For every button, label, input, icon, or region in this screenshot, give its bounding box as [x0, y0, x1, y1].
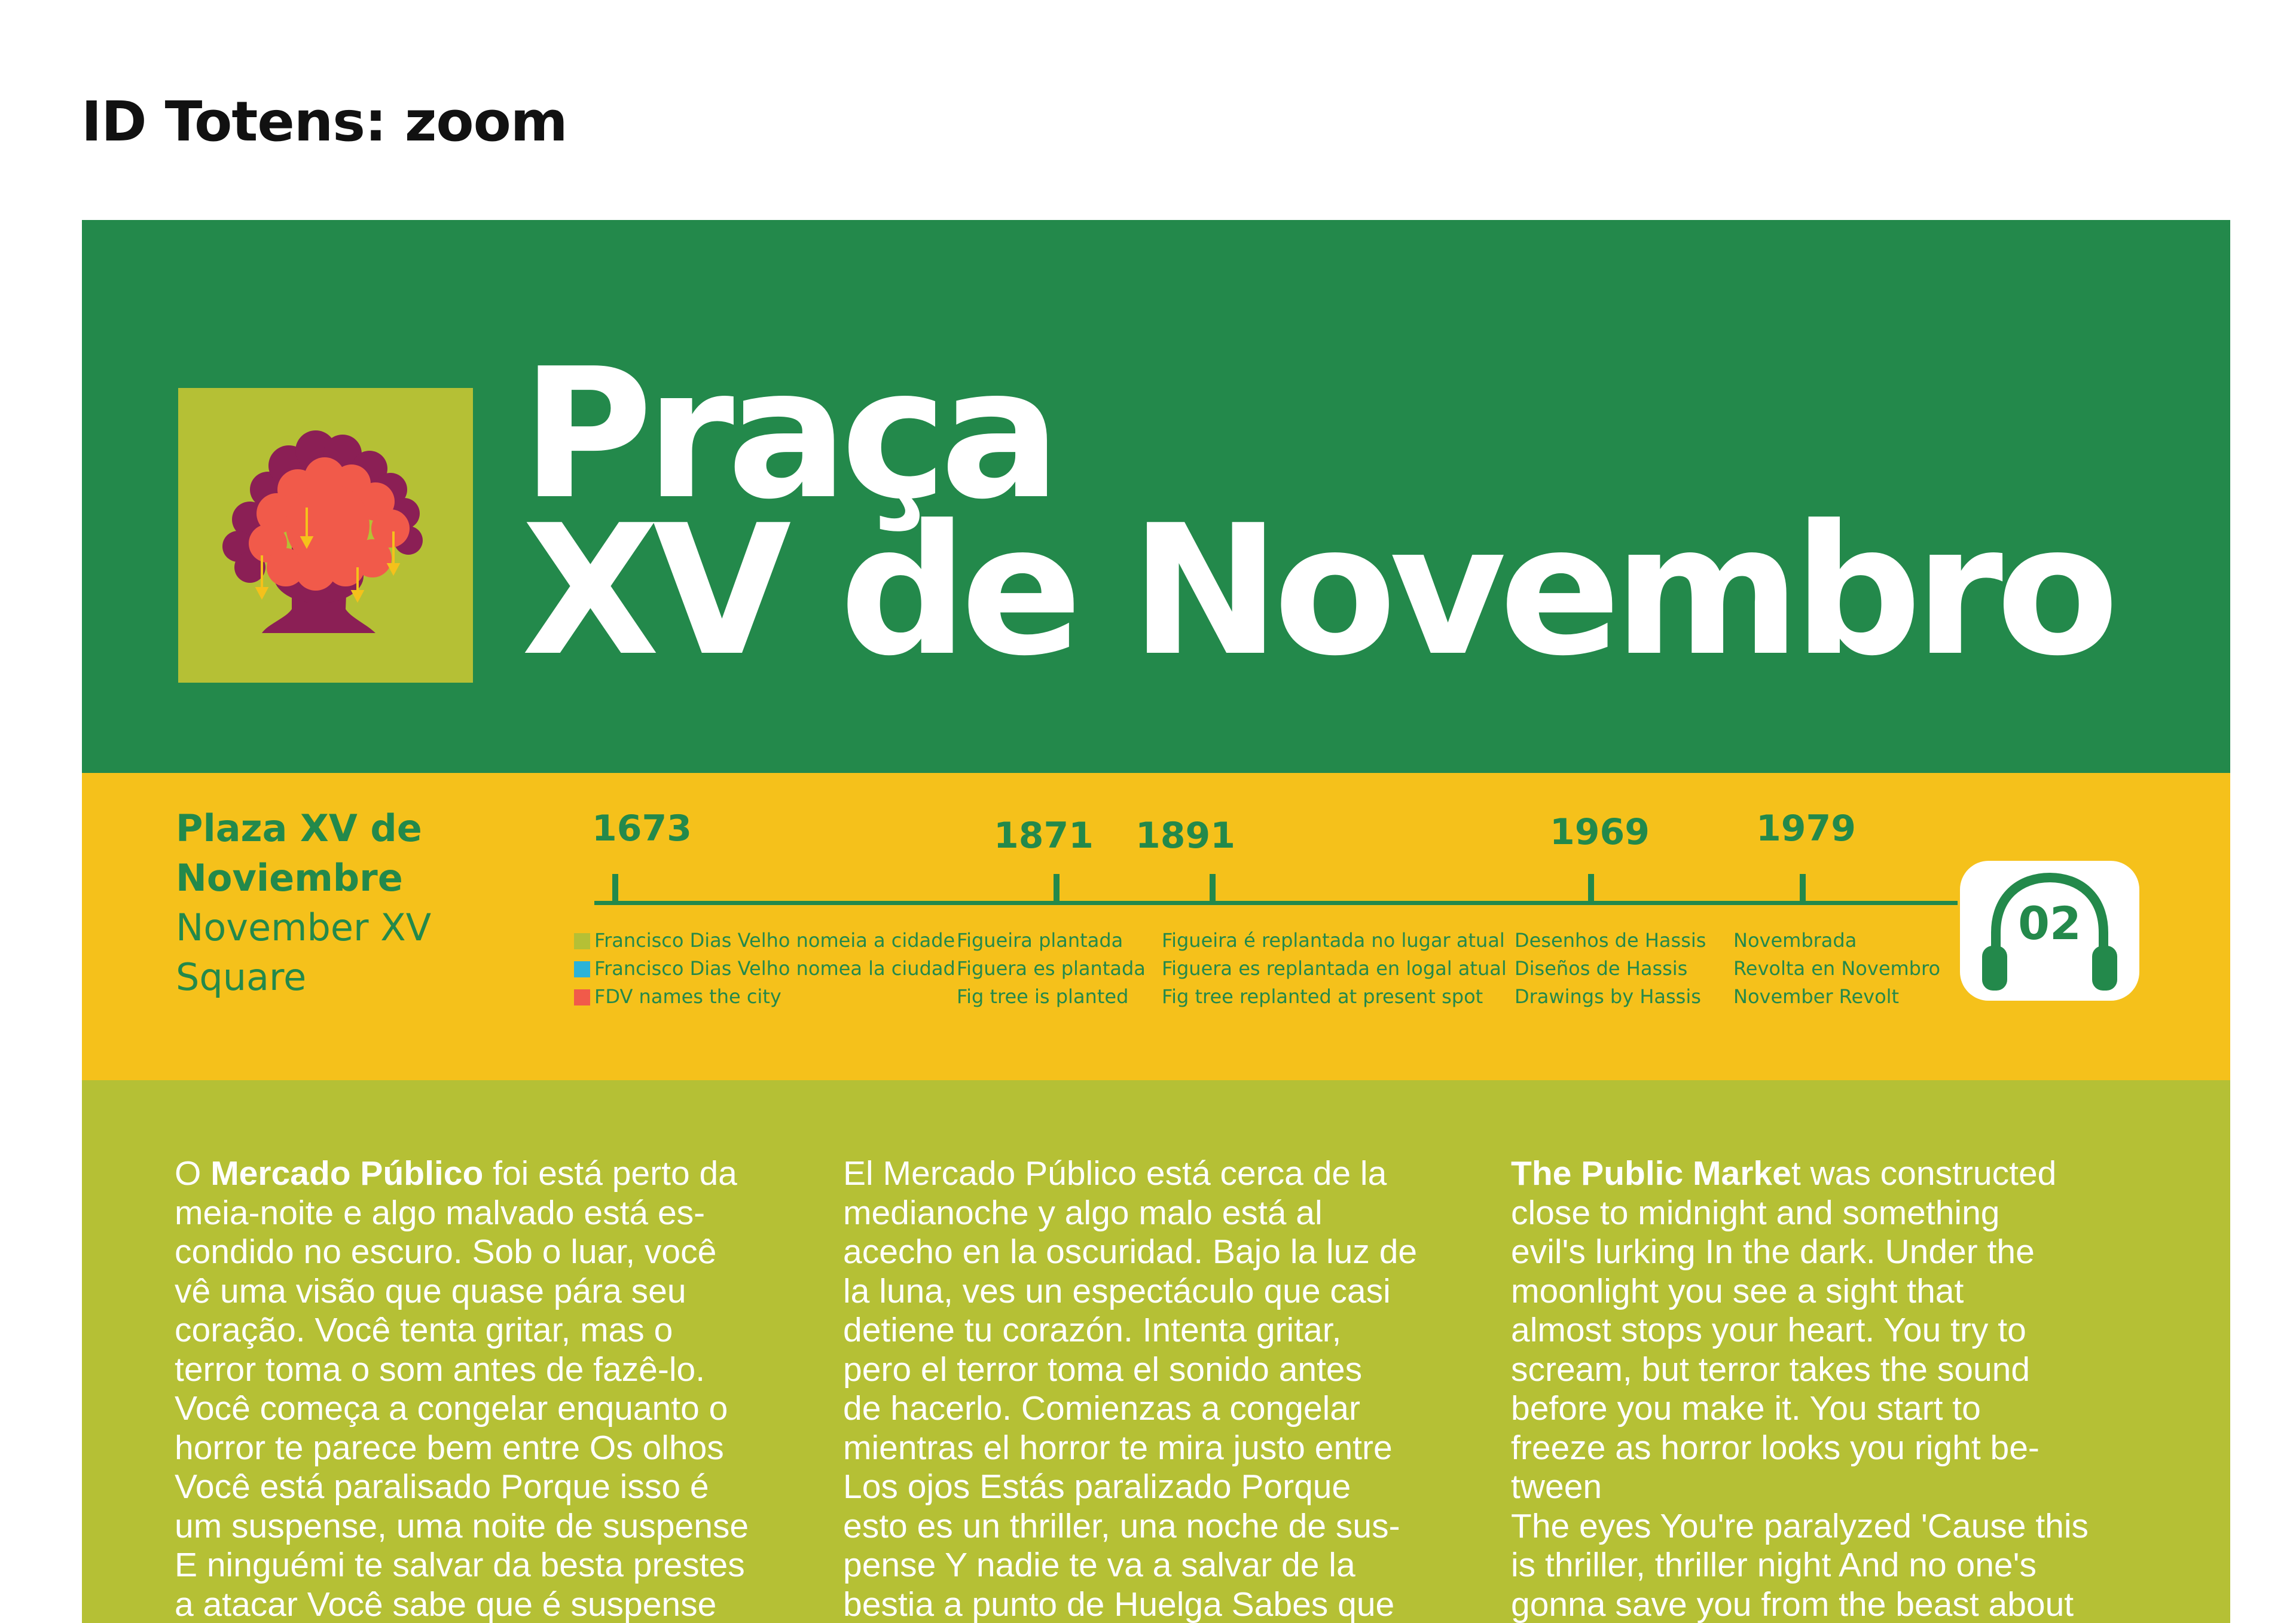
pt-line: Você está paralisado Porque isso é: [175, 1468, 709, 1506]
event-en: FDV names the city: [594, 985, 781, 1008]
pt-prefix: O: [175, 1154, 211, 1193]
en-bold: The Public Marke: [1511, 1154, 1791, 1193]
timeline-event: [1162, 927, 1507, 1011]
es-line: acecho en la oscuridad. Bajo la luz de: [843, 1233, 1418, 1271]
pt-line: coração. Você tenta gritar, mas o: [175, 1311, 673, 1349]
timeline-year: 1969: [1550, 811, 1650, 853]
es-line: bestia a punto de Huelga Sabes que: [843, 1585, 1395, 1623]
plaza-es-line1: Plaza XV de: [176, 806, 422, 850]
hero-title-line1: Praça: [521, 330, 1054, 539]
pt-line: meia-noite e algo malvado está es-: [175, 1193, 706, 1232]
en-line: evil's lurking In the dark. Under the: [1511, 1233, 2035, 1271]
en-line: gonna save you from the beast about: [1511, 1585, 2074, 1623]
pt-line: vê uma visão que quase pára seu: [175, 1271, 686, 1310]
page-title: ID Totens: zoom: [81, 90, 567, 154]
en-color-key: [574, 989, 590, 1005]
event-pt: Francisco Dias Velho nomeia a cidade: [594, 929, 955, 952]
event-es: Figuera es replantada en logal atual: [1162, 957, 1507, 980]
hero-title: [521, 330, 2112, 695]
text-column-en: [1511, 1154, 2157, 1623]
pt-line: a atacar Você sabe que é suspense: [175, 1585, 717, 1623]
event-es: Francisco Dias Velho nomea la ciudad: [594, 957, 955, 980]
en-line: freeze as horror looks you right be-: [1511, 1428, 2039, 1467]
totem-panel: [82, 220, 2230, 1623]
plaza-en-line1: November XV: [176, 906, 432, 949]
es-line: pense Y nadie te va a salvar de la: [843, 1546, 1355, 1584]
en-line: before you make it. You start to: [1511, 1389, 1981, 1428]
plaza-es-line2: Noviembre: [176, 856, 403, 900]
fig-tree-icon: [178, 388, 473, 683]
audio-guide-button[interactable]: [1960, 861, 2139, 1001]
timeline-event: [957, 927, 1146, 1011]
event-pt: Novembrada: [1733, 929, 1857, 952]
es-line: detiene tu corazón. Intenta gritar,: [843, 1311, 1342, 1349]
event-es: Diseños de Hassis: [1515, 957, 1688, 980]
es-color-key: [574, 961, 590, 977]
pt-line: E ninguémi te salvar da besta prestes: [175, 1546, 745, 1584]
event-en: Drawings by Hassis: [1515, 985, 1701, 1008]
en-line: almost stops your heart. You try to: [1511, 1311, 2026, 1349]
text-column-es: [843, 1154, 1489, 1623]
timeline-event: [1733, 927, 1940, 1011]
event-es: Figuera es plantada: [957, 957, 1146, 980]
event-en: November Revolt: [1733, 985, 1900, 1008]
en-line: scream, but terror takes the sound: [1511, 1350, 2031, 1389]
event-pt: Figueira plantada: [957, 929, 1123, 952]
en-line: close to midnight and something: [1511, 1193, 2000, 1232]
pt-line: foi está perto da: [483, 1154, 737, 1193]
event-pt: Desenhos de Hassis: [1515, 929, 1706, 952]
es-line: Los ojos Estás paralizado Porque: [843, 1468, 1351, 1506]
pt-bold: Mercado Público: [210, 1154, 484, 1193]
es-line: pero el terror toma el sonido antes: [843, 1350, 1363, 1389]
pt-line: horror te parece bem entre Os olhos: [175, 1428, 724, 1467]
timeline-event: [594, 927, 955, 1011]
es-line: la luna, ves un espectáculo que casi: [843, 1271, 1391, 1310]
en-line: t was constructed: [1791, 1154, 2057, 1193]
pt-line: Você começa a congelar enquanto o: [175, 1389, 728, 1428]
timeline-event: [1515, 927, 1706, 1011]
pt-color-key: [574, 933, 590, 949]
audio-track-number: 02: [2018, 897, 2081, 950]
en-line: tween: [1511, 1468, 1602, 1506]
timeline-year: 1673: [592, 808, 692, 849]
pt-line: terror toma o som antes de fazê-lo.: [175, 1350, 706, 1389]
timeline-year: 1871: [994, 815, 1094, 857]
en-line: is thriller, thriller night And no one's: [1511, 1546, 2037, 1584]
pt-line: condido no escuro. Sob o luar, você: [175, 1233, 717, 1271]
text-column-pt: [175, 1154, 820, 1623]
en-line: The eyes You're paralyzed 'Cause this: [1511, 1506, 2089, 1545]
es-line: medianoche y algo malo está al: [843, 1193, 1323, 1232]
timeline-year: 1891: [1135, 815, 1235, 857]
es-line: esto es un thriller, una noche de sus-: [843, 1506, 1400, 1545]
es-line: de hacerlo. Comienzas a congelar: [843, 1389, 1360, 1428]
timeline-year: 1979: [1756, 808, 1856, 849]
logo-tile: [178, 388, 473, 683]
plaza-en-line2: Square: [176, 955, 307, 999]
plaza-translations: [176, 803, 431, 1002]
hero-title-line2: XV de Novembro: [521, 487, 2112, 695]
event-es: Revolta en Novembro: [1733, 957, 1941, 980]
event-pt: Figueira é replantada no lugar atual: [1162, 929, 1505, 952]
pt-line: um suspense, uma noite de suspense: [175, 1506, 749, 1545]
event-en: Fig tree is planted: [957, 985, 1129, 1008]
en-line: moonlight you see a sight that: [1511, 1271, 1964, 1310]
event-en: Fig tree replanted at present spot: [1162, 985, 1483, 1008]
es-line: El Mercado Público está cerca de la: [843, 1154, 1387, 1193]
es-line: mientras el horror te mira justo entre: [843, 1428, 1393, 1467]
